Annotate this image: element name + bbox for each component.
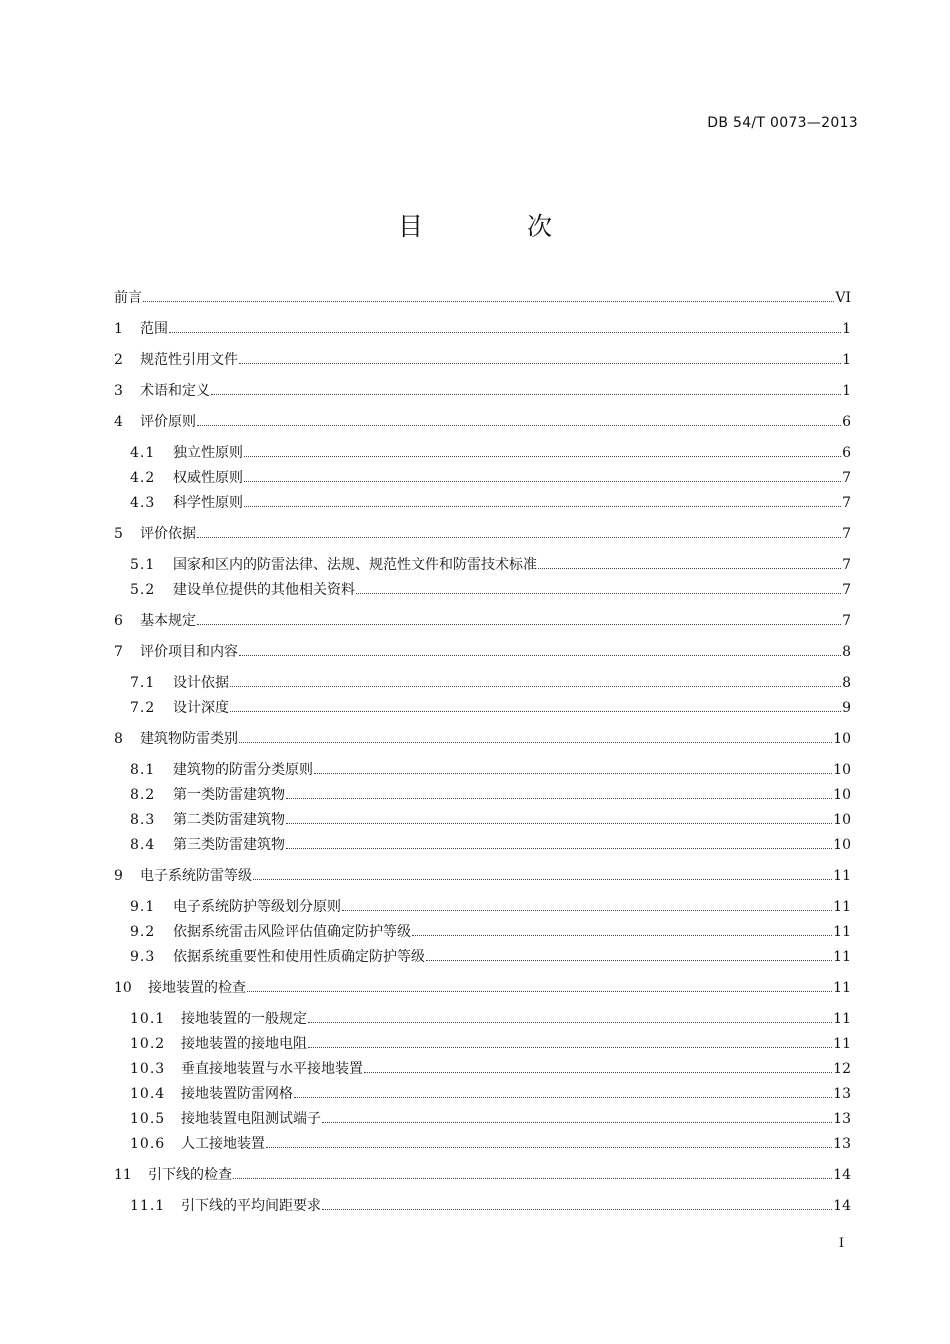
toc-entry-title: 接地装置电阻测试端子: [181, 1111, 321, 1127]
dot-leader: [197, 537, 841, 538]
toc-entry-page: 7: [842, 557, 851, 573]
toc-entry-title: 设计深度: [173, 700, 229, 716]
toc-entry-number: 7.2: [130, 700, 156, 716]
toc-entry[interactable]: [130, 555, 851, 575]
toc-entry[interactable]: [130, 1134, 851, 1154]
toc-entry-page: 1: [842, 383, 851, 399]
toc-entry[interactable]: [130, 810, 851, 830]
dot-leader: [322, 1122, 832, 1123]
dot-leader: [286, 823, 832, 824]
toc-entry[interactable]: [130, 493, 851, 513]
toc-entry[interactable]: [130, 1084, 851, 1104]
dot-leader: [244, 456, 841, 457]
toc-entry-page: 9: [842, 700, 851, 716]
toc-entry-title: 设计依据: [173, 675, 229, 691]
toc-entry-number: 1: [114, 321, 123, 337]
toc-entry[interactable]: [130, 1196, 851, 1216]
dot-leader: [253, 879, 832, 880]
dot-leader: [308, 1047, 832, 1048]
toc-entry-page: 14: [833, 1167, 851, 1183]
toc-entry-number: 8.2: [130, 787, 156, 803]
toc-entry-number: 11: [114, 1167, 132, 1183]
toc-entry-page: 11: [833, 868, 851, 884]
toc-entry-number: 7: [114, 644, 123, 660]
toc-entry-title: 垂直接地装置与水平接地装置: [181, 1061, 363, 1077]
toc-entry[interactable]: [130, 1109, 851, 1129]
toc-entry[interactable]: [130, 1059, 851, 1079]
toc-entry-page: 1: [842, 352, 851, 368]
toc-entry-page: 8: [842, 675, 851, 691]
toc-entry-title: 依据系统重要性和使用性质确定防护等级: [173, 949, 425, 965]
toc-entry[interactable]: [114, 978, 851, 998]
toc-entry-number: 10.5: [130, 1111, 166, 1127]
toc-entry-title: 科学性原则: [173, 495, 243, 511]
toc-entry-number: 6: [114, 613, 123, 629]
toc-entry-title: 接地装置的检查: [148, 980, 246, 996]
toc-entry-title: 电子系统防护等级划分原则: [173, 899, 341, 915]
toc-entry-number: 2: [114, 352, 123, 368]
toc-entry-number: 4.2: [130, 470, 156, 486]
toc-entry[interactable]: [130, 580, 851, 600]
toc-entry-page: 7: [842, 582, 851, 598]
dot-leader: [230, 686, 841, 687]
dot-leader: [247, 991, 832, 992]
toc-entry-page: 11: [833, 1036, 851, 1052]
toc-entry[interactable]: [114, 381, 851, 401]
page-number: I: [838, 1236, 844, 1251]
toc-entry-title: 电子系统防雷等级: [140, 868, 252, 884]
toc-entry-title: 建筑物的防雷分类原则: [173, 762, 313, 778]
toc-entry-number: 4: [114, 414, 123, 430]
toc-entry-page: 7: [842, 495, 851, 511]
dot-leader: [538, 568, 841, 569]
toc-entry-title: 引下线的检查: [148, 1167, 232, 1183]
toc-entry-number: 5: [114, 526, 123, 542]
toc-entry-title: 基本规定: [140, 613, 196, 629]
toc-entry[interactable]: [114, 524, 851, 544]
toc-entry-title: 第二类防雷建筑物: [173, 812, 285, 828]
toc-entry-title: 术语和定义: [140, 383, 210, 399]
toc-entry-number: 10.1: [130, 1011, 166, 1027]
toc-entry[interactable]: [114, 412, 851, 432]
toc-entry[interactable]: [130, 760, 851, 780]
page-title: 目 次: [398, 212, 600, 241]
toc-entry-page: 13: [833, 1086, 851, 1102]
toc-entry-page: 13: [833, 1111, 851, 1127]
toc-entry-number: 10.4: [130, 1086, 166, 1102]
toc-entry-number: 9: [114, 868, 123, 884]
toc-entry-page: 8: [842, 644, 851, 660]
toc-entry-page: 12: [833, 1061, 851, 1077]
toc-entry-number: 8: [114, 731, 123, 747]
toc-entry-number: 5.1: [130, 557, 156, 573]
toc-entry[interactable]: [114, 350, 851, 370]
toc-entry[interactable]: [114, 611, 851, 631]
toc-entry-title: 人工接地装置: [181, 1136, 265, 1152]
dot-leader: [239, 363, 841, 364]
table-of-contents: [114, 0, 851, 1344]
toc-entry[interactable]: [114, 729, 851, 749]
dot-leader: [286, 848, 832, 849]
toc-entry-number: 7.1: [130, 675, 156, 691]
toc-entry[interactable]: [130, 468, 851, 488]
dot-leader: [322, 1209, 832, 1210]
toc-entry-number: 10.6: [130, 1136, 166, 1152]
toc-entry[interactable]: [130, 835, 851, 855]
toc-entry-number: 9.1: [130, 899, 156, 915]
toc-entry[interactable]: [130, 673, 851, 693]
toc-entry-number: 3: [114, 383, 123, 399]
dot-leader: [233, 1178, 832, 1179]
toc-entry[interactable]: [114, 288, 851, 308]
toc-entry-title: 第一类防雷建筑物: [173, 787, 285, 803]
dot-leader: [266, 1147, 832, 1148]
toc-entry[interactable]: [130, 922, 851, 942]
toc-entry-title: 建筑物防雷类别: [140, 731, 238, 747]
dot-leader: [294, 1097, 832, 1098]
toc-entry-title: 权威性原则: [173, 470, 243, 486]
toc-entry-title: 引下线的平均间距要求: [181, 1198, 321, 1214]
dot-leader: [169, 332, 841, 333]
toc-entry-page: 11: [833, 924, 851, 940]
toc-entry[interactable]: [130, 785, 851, 805]
toc-entry-page: 6: [842, 445, 851, 461]
dot-leader: [239, 742, 832, 743]
toc-entry-page: 7: [842, 613, 851, 629]
dot-leader: [314, 773, 832, 774]
toc-entry[interactable]: [130, 443, 851, 463]
toc-entry-title: 国家和区内的防雷法律、法规、规范性文件和防雷技术标准: [173, 557, 537, 573]
toc-entry-page: 6: [842, 414, 851, 430]
toc-entry-number: 8.1: [130, 762, 156, 778]
toc-entry[interactable]: [114, 866, 851, 886]
toc-entry-page: 11: [833, 949, 851, 965]
toc-entry-number: 8.3: [130, 812, 156, 828]
dot-leader: [364, 1072, 832, 1073]
toc-entry-page: 1: [842, 321, 851, 337]
toc-entry-page: 13: [833, 1136, 851, 1152]
toc-entry-number: 10.2: [130, 1036, 166, 1052]
toc-entry-title: 接地装置的接地电阻: [181, 1036, 307, 1052]
toc-entry-number: 8.4: [130, 837, 156, 853]
toc-entry-number: 10: [114, 980, 132, 996]
toc-entry-title: 评价依据: [140, 526, 196, 542]
toc-entry-page: VI: [835, 290, 851, 306]
dot-leader: [143, 301, 834, 302]
dot-leader: [342, 910, 832, 911]
toc-entry-title: 前言: [114, 290, 142, 306]
toc-entry-title: 独立性原则: [173, 445, 243, 461]
toc-entry-page: 11: [833, 899, 851, 915]
toc-entry[interactable]: [130, 947, 851, 967]
dot-leader: [356, 593, 841, 594]
toc-entry-page: 10: [833, 787, 851, 803]
toc-entry-title: 范围: [140, 321, 168, 337]
dot-leader: [412, 935, 832, 936]
toc-entry-page: 7: [842, 470, 851, 486]
dot-leader: [308, 1022, 832, 1023]
dot-leader: [244, 506, 841, 507]
toc-entry[interactable]: [114, 1165, 851, 1185]
toc-entry-title: 评价原则: [140, 414, 196, 430]
dot-leader: [230, 711, 841, 712]
toc-entry-title: 第三类防雷建筑物: [173, 837, 285, 853]
toc-entry-title: 接地装置防雷网格: [181, 1086, 293, 1102]
dot-leader: [197, 425, 841, 426]
toc-entry[interactable]: [130, 1009, 851, 1029]
toc-entry-number: 4.3: [130, 495, 156, 511]
toc-entry-page: 7: [842, 526, 851, 542]
dot-leader: [197, 624, 841, 625]
toc-entry-number: 4.1: [130, 445, 156, 461]
toc-entry-number: 9.3: [130, 949, 156, 965]
toc-entry[interactable]: [130, 1034, 851, 1054]
toc-entry-number: 5.2: [130, 582, 156, 598]
dot-leader: [286, 798, 832, 799]
toc-entry-title: 接地装置的一般规定: [181, 1011, 307, 1027]
toc-entry-page: 10: [833, 762, 851, 778]
toc-entry[interactable]: [130, 698, 851, 718]
document-code: DB 54/T 0073—2013: [707, 115, 858, 131]
toc-entry[interactable]: [114, 319, 851, 339]
toc-entry-page: 10: [833, 731, 851, 747]
dot-leader: [239, 655, 841, 656]
toc-entry-number: 9.2: [130, 924, 156, 940]
dot-leader: [244, 481, 841, 482]
toc-entry-page: 11: [833, 1011, 851, 1027]
dot-leader: [211, 394, 841, 395]
toc-entry-page: 11: [833, 980, 851, 996]
toc-entry[interactable]: [114, 642, 851, 662]
toc-entry-number: 10.3: [130, 1061, 166, 1077]
toc-entry-title: 依据系统雷击风险评估值确定防护等级: [173, 924, 411, 940]
toc-entry-page: 14: [833, 1198, 851, 1214]
toc-entry-page: 10: [833, 812, 851, 828]
dot-leader: [426, 960, 832, 961]
toc-entry-title: 规范性引用文件: [140, 352, 238, 368]
toc-entry-number: 11.1: [130, 1198, 166, 1214]
toc-entry[interactable]: [130, 897, 851, 917]
toc-entry-title: 评价项目和内容: [140, 644, 238, 660]
toc-entry-title: 建设单位提供的其他相关资料: [173, 582, 355, 598]
toc-entry-page: 10: [833, 837, 851, 853]
